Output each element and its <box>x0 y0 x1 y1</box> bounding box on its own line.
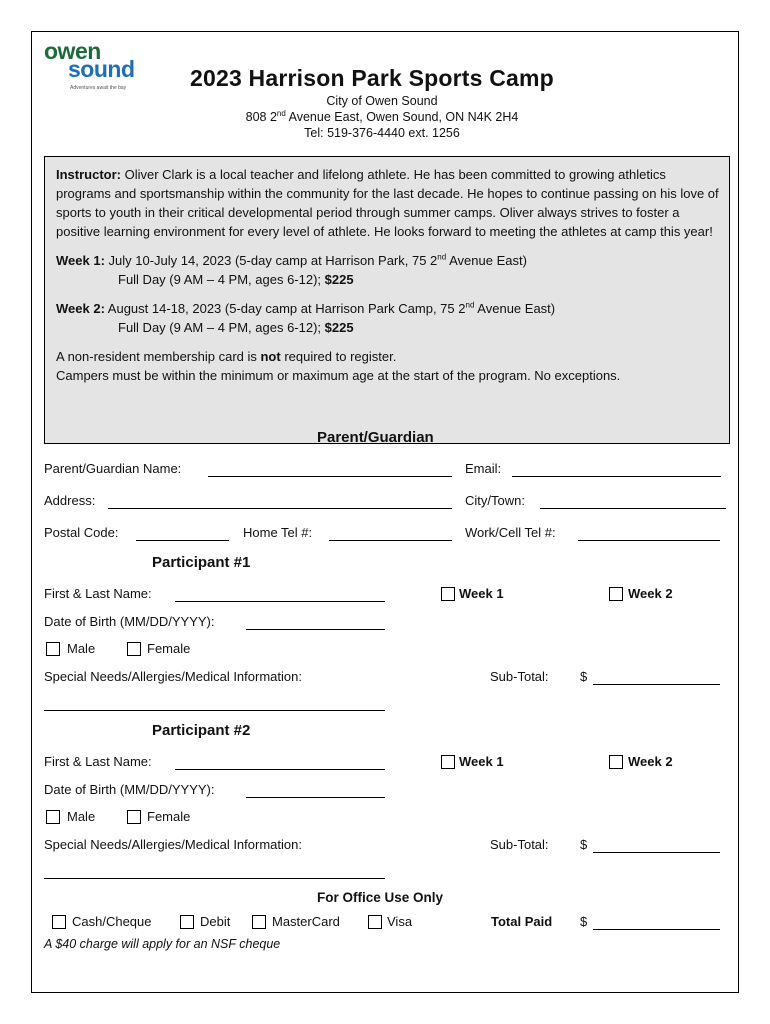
membership-note: A non-resident membership card is not required to register. <box>56 349 397 364</box>
participant-2-name-label: First & Last Name: <box>44 754 152 769</box>
participant-2-subtotal-field[interactable] <box>593 852 720 853</box>
participant-2-week2-checkbox[interactable] <box>609 755 623 769</box>
participant-1-dob-field[interactable] <box>246 629 385 630</box>
total-paid-currency: $ <box>580 914 588 929</box>
email-field[interactable] <box>512 476 721 477</box>
participant-2-title: Participant #2 <box>152 722 251 739</box>
office-use-title: For Office Use Only <box>317 890 444 905</box>
week1-details: Full Day (9 AM – 4 PM, ages 6-12); $225 <box>118 272 354 287</box>
participant-1-female-checkbox[interactable] <box>127 642 141 656</box>
home-tel-label: Home Tel #: <box>243 525 313 540</box>
participant-1-week2-label: Week 2 <box>628 586 673 601</box>
participant-1-title: Participant #1 <box>152 554 251 571</box>
participant-1-currency: $ <box>580 669 588 684</box>
participant-2-dob-label: Date of Birth (MM/DD/YYYY): <box>44 782 215 797</box>
participant-1-needs-field[interactable] <box>44 710 385 711</box>
week2-details: Full Day (9 AM – 4 PM, ages 6-12); $225 <box>118 320 354 335</box>
address-field[interactable] <box>108 508 452 509</box>
participant-2-female-checkbox[interactable] <box>127 810 141 824</box>
guardian-name-field[interactable] <box>208 476 452 477</box>
participant-1-name-label: First & Last Name: <box>44 586 152 601</box>
participant-1-needs-label: Special Needs/Allergies/Medical Information: <box>44 669 302 684</box>
nsf-note: A $40 charge will apply for an NSF cheque <box>44 937 281 951</box>
visa-label: Visa <box>387 914 413 929</box>
registration-form <box>31 31 739 993</box>
home-tel-field[interactable] <box>329 540 452 541</box>
participant-2-currency: $ <box>580 837 588 852</box>
logo-tagline: Adventures await the bay <box>70 85 127 91</box>
participant-1-week1-checkbox[interactable] <box>441 587 455 601</box>
postal-code-label: Postal Code: <box>44 525 119 540</box>
participant-2-name-field[interactable] <box>175 769 385 770</box>
participant-2-week2-label: Week 2 <box>628 754 673 769</box>
participant-1-week1-label: Week 1 <box>459 586 504 601</box>
owen-sound-logo <box>44 40 154 96</box>
org-address: 808 2nd Avenue East, Owen Sound, ON N4K 2H4 <box>245 108 519 124</box>
guardian-name-label: Parent/Guardian Name: <box>44 461 182 476</box>
email-label: Email: <box>465 461 502 476</box>
cash-cheque-checkbox[interactable] <box>52 915 66 929</box>
guardian-section-title: Parent/Guardian <box>317 429 434 446</box>
address-label: Address: <box>44 493 96 508</box>
participant-1-dob-label: Date of Birth (MM/DD/YYYY): <box>44 614 215 629</box>
participant-2-needs-label: Special Needs/Allergies/Medical Information: <box>44 837 302 852</box>
instructor-bio: Instructor: Oliver Clark is a local teacher and lifelong athlete. He has been committed to growing athletics programs and sportsmanship within the community for the last decade. He hopes to continue passing on his love of sports to youth in their critical developmental period through summer camps. Oliver always strives to foster a positive learning environment for every level of athlete. He looks forward to meeting the athletes at camp this year! <box>56 167 719 239</box>
org-name: City of Owen Sound <box>326 94 438 108</box>
debit-label: Debit <box>200 914 231 929</box>
logo-text-owen: owen <box>44 38 101 64</box>
debit-checkbox[interactable] <box>180 915 194 929</box>
city-label: City/Town: <box>465 493 525 508</box>
participant-1-female-label: Female <box>147 641 191 656</box>
org-phone: Tel: 519-376-4440 ext. 1256 <box>304 126 460 140</box>
participant-2-dob-field[interactable] <box>246 797 385 798</box>
total-paid-field[interactable] <box>593 929 720 930</box>
work-tel-field[interactable] <box>578 540 720 541</box>
participant-2-week1-checkbox[interactable] <box>441 755 455 769</box>
visa-checkbox[interactable] <box>368 915 382 929</box>
participant-2-subtotal-label: Sub-Total: <box>490 837 549 852</box>
age-note: Campers must be within the minimum or maximum age at the start of the program. No exceptions. <box>56 368 621 383</box>
camp-info-box <box>44 156 730 444</box>
work-tel-label: Work/Cell Tel #: <box>465 525 556 540</box>
participant-2-male-checkbox[interactable] <box>46 810 60 824</box>
logo-text-sound: sound <box>68 56 135 82</box>
mastercard-checkbox[interactable] <box>252 915 266 929</box>
mastercard-label: MasterCard <box>272 914 340 929</box>
city-field[interactable] <box>540 508 726 509</box>
cash-cheque-label: Cash/Cheque <box>72 914 152 929</box>
week1-dates: Week 1: July 10-July 14, 2023 (5-day camp at Harrison Park, 75 2nd Avenue East) <box>56 252 527 268</box>
participant-1-male-label: Male <box>67 641 96 656</box>
total-paid-label: Total Paid <box>491 914 553 929</box>
participant-2-female-label: Female <box>147 809 191 824</box>
participant-1-week2-checkbox[interactable] <box>609 587 623 601</box>
participant-2-needs-field[interactable] <box>44 878 385 879</box>
participant-2-male-label: Male <box>67 809 96 824</box>
page-title: 2023 Harrison Park Sports Camp <box>190 65 554 91</box>
participant-1-name-field[interactable] <box>175 601 385 602</box>
participant-1-male-checkbox[interactable] <box>46 642 60 656</box>
participant-1-subtotal-label: Sub-Total: <box>490 669 549 684</box>
participant-2-week1-label: Week 1 <box>459 754 504 769</box>
week2-dates: Week 2: August 14-18, 2023 (5-day camp at Harrison Park Camp, 75 2nd Avenue East) <box>56 300 556 316</box>
postal-code-field[interactable] <box>136 540 229 541</box>
participant-1-subtotal-field[interactable] <box>593 684 720 685</box>
